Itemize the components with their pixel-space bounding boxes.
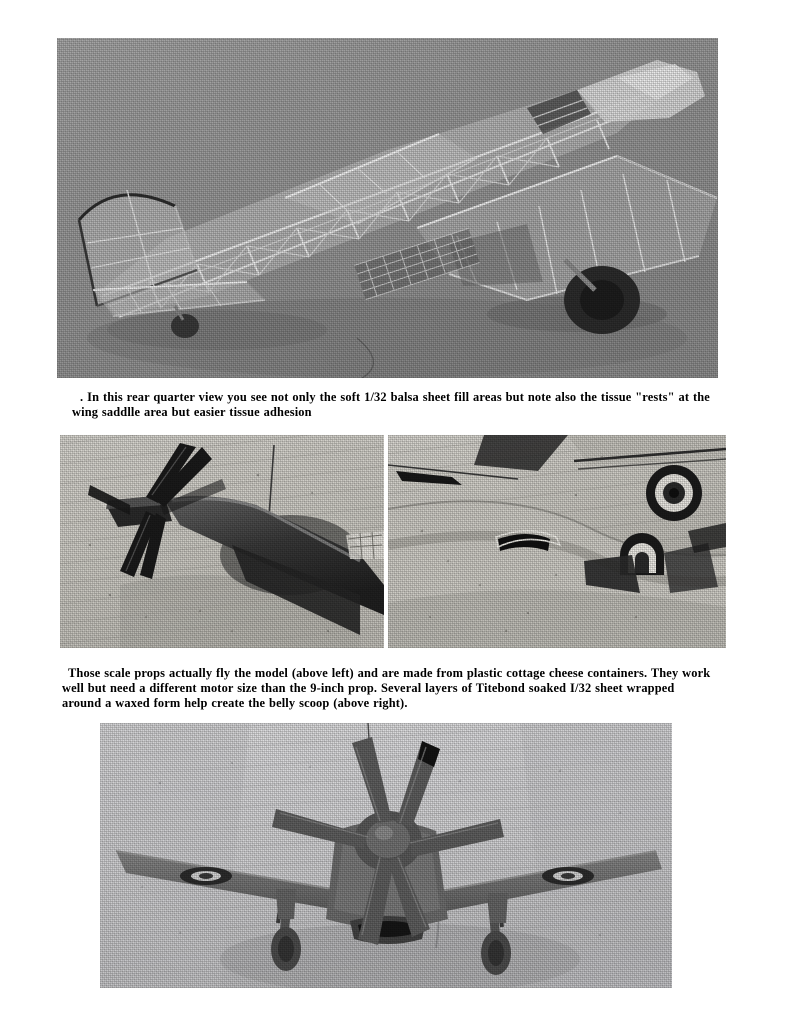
belly-scoop-photo-graphic	[388, 435, 726, 648]
belly-scoop-closeup-photo	[388, 435, 726, 648]
airframe-photo-graphic	[57, 38, 718, 378]
scale-prop-closeup-photo	[60, 435, 384, 648]
caption-rear-quarter-view: . In this rear quarter view you see not only the soft 1/32 balsa sheet fill areas but note also the tissue "rests" at the wing saddlle area but easier tissue adhesion	[72, 390, 710, 420]
scale-prop-photo-graphic	[60, 435, 384, 648]
finished-model-photo-graphic	[100, 723, 672, 988]
rear-quarter-view-bare-airframe-photo	[57, 38, 718, 378]
caption-scale-props-and-belly-scoop: Those scale props actually fly the model (above left) and are made from plastic cottage cheese containers. They work well but need a different motor size than the 9-inch prop. Several layers of Titebond soaked I/32 sheet wrapped around a waxed form help create the belly scoop (above right).	[62, 666, 711, 711]
finished-model-front-view-photo	[100, 723, 672, 988]
